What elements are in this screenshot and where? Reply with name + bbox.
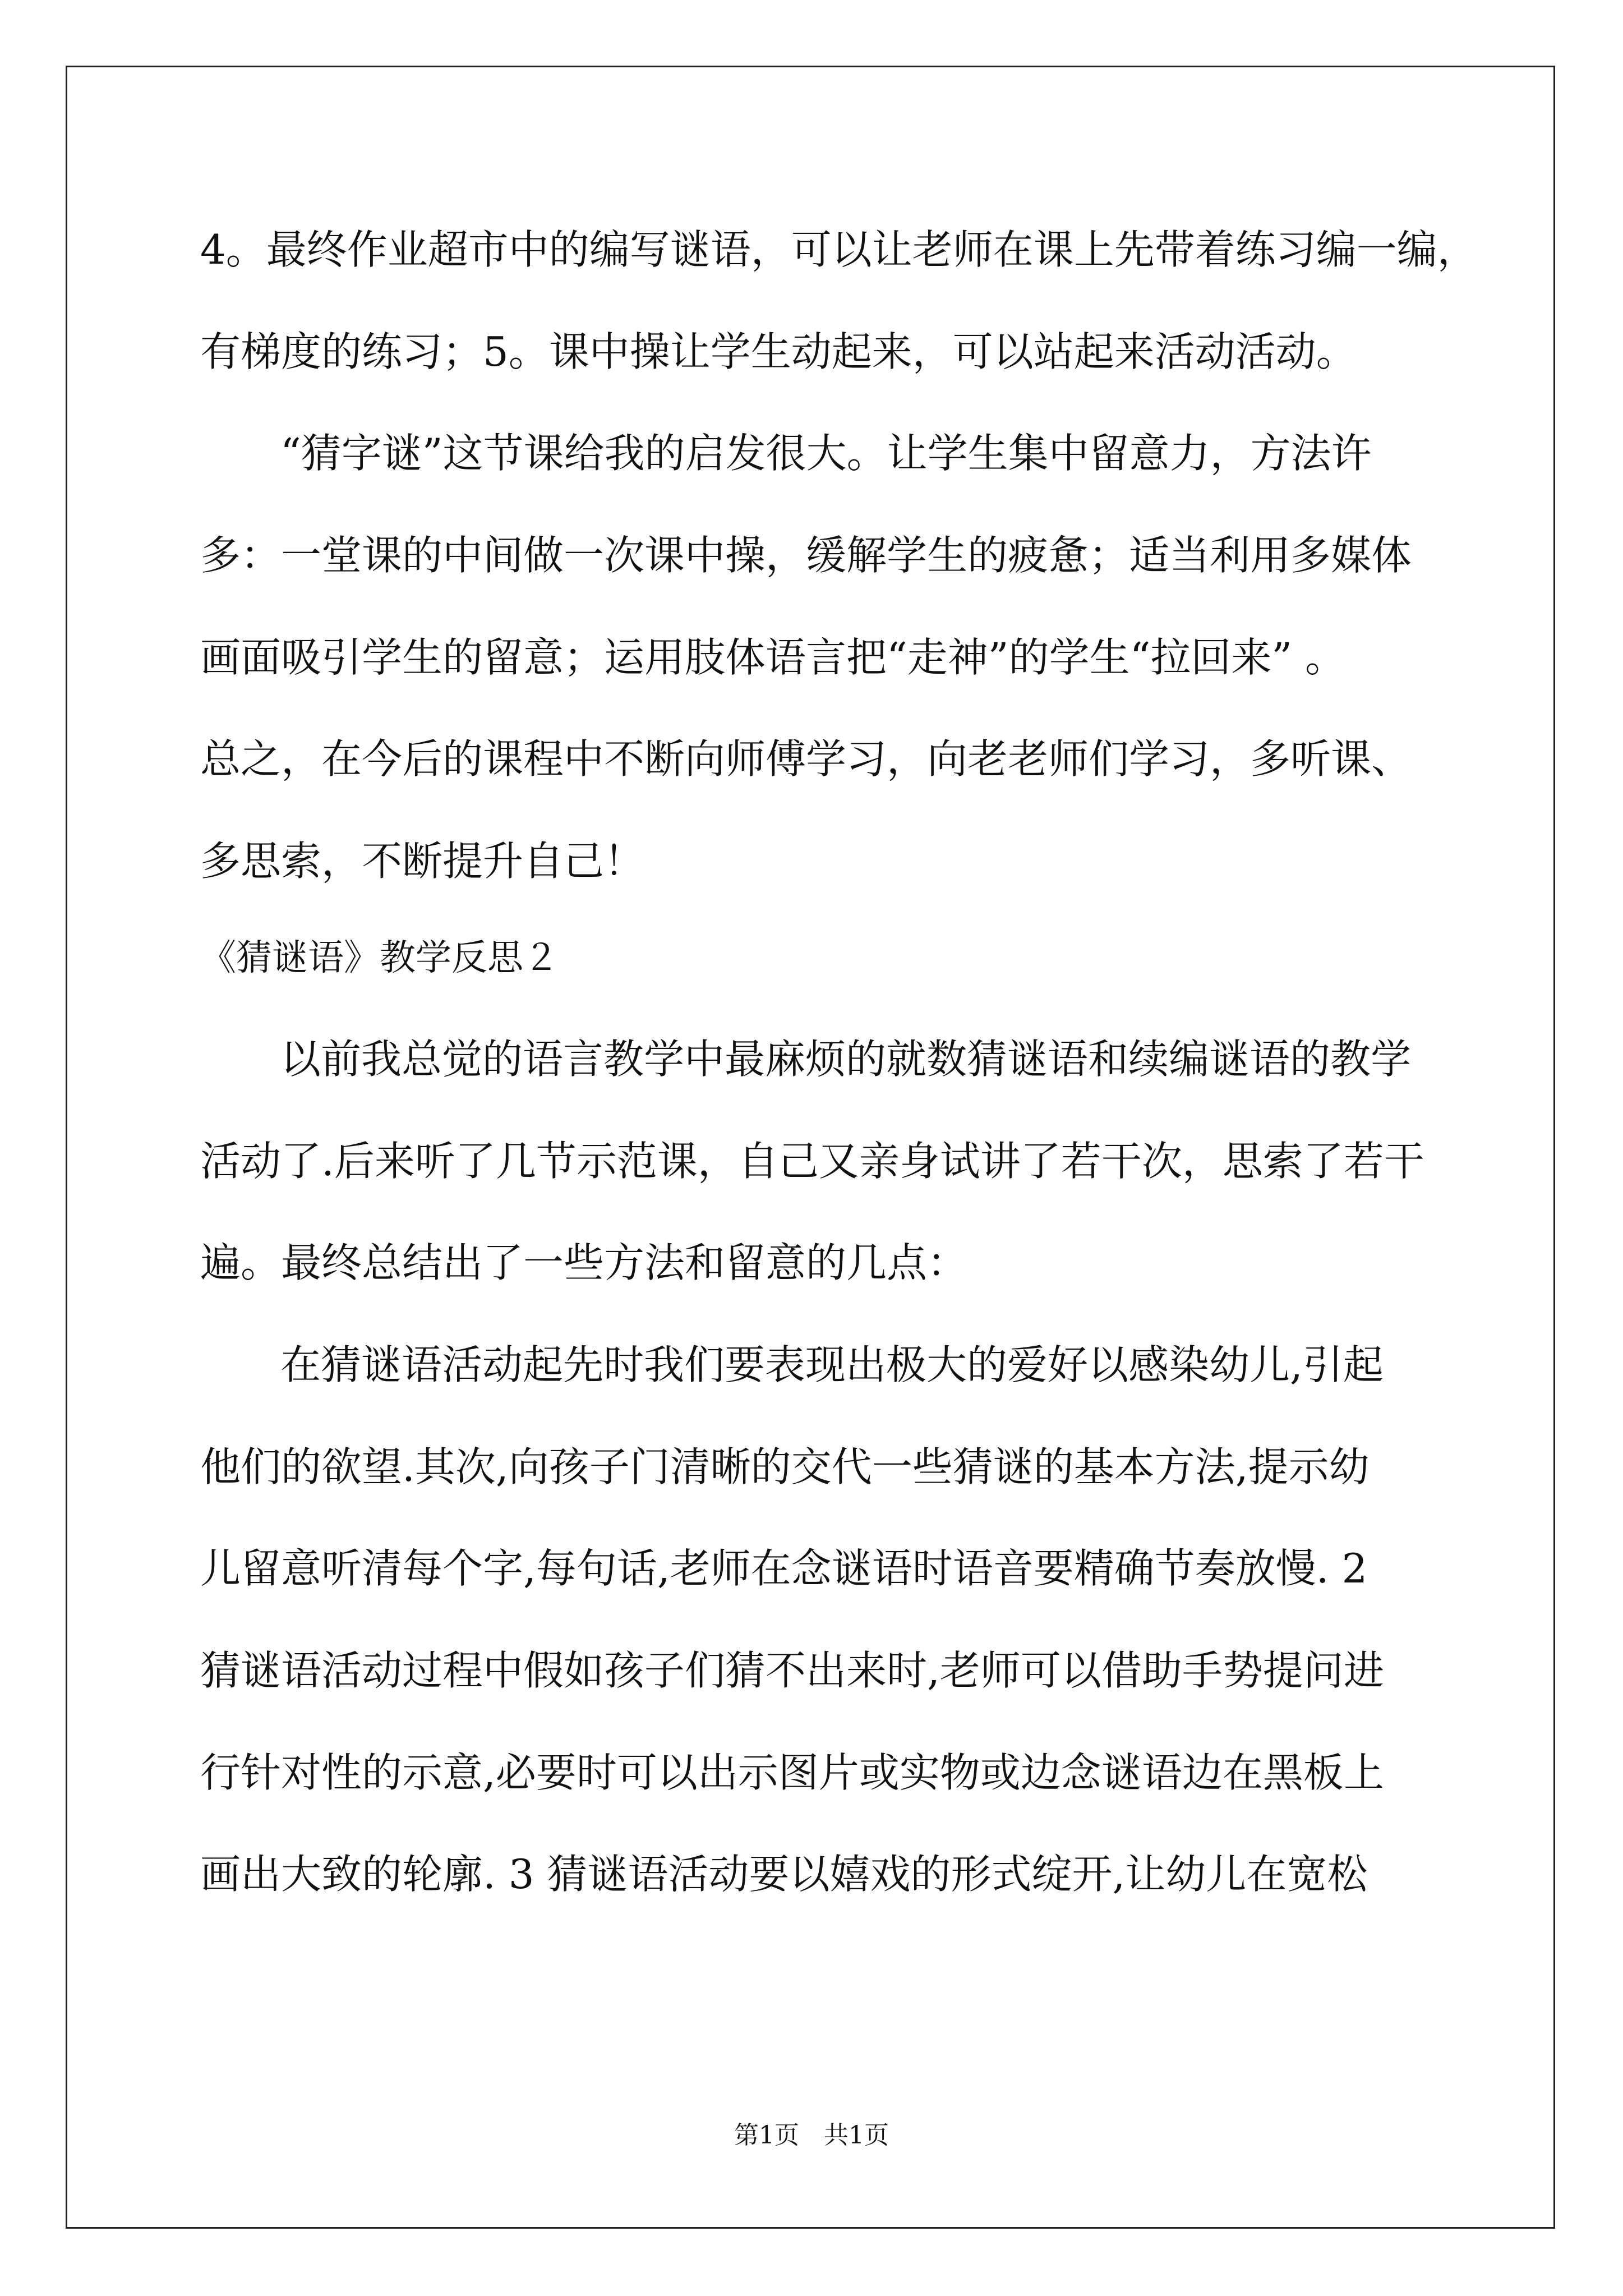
paragraph-2-line-3: 画面吸引学生的留意；运用肢体语言把“走神”的学生“拉回来” 。 bbox=[200, 634, 1346, 681]
paragraph-4-line-3: 儿留意听清每个字,每句话,老师在念谜语时语音要精确节奏放慢. 2 bbox=[200, 1545, 1368, 1592]
paragraph-2-line-5: 多思索，不断提升自己！ bbox=[200, 838, 645, 885]
paragraph-2-line-2: 多：一堂课的中间做一次课中操，缓解学生的疲惫；适当利用多媒体 bbox=[200, 532, 1412, 579]
paragraph-3-line-1: 以前我总觉的语言教学中最麻烦的就数猜谜语和续编谜语的教学 bbox=[280, 1036, 1412, 1083]
paragraph-4-line-1: 在猜谜语活动起先时我们要表现出极大的爱好以感染幼儿,引起 bbox=[280, 1341, 1384, 1388]
paragraph-2-line-1: “猜字谜”这节课给我的启发很大。让学生集中留意力，方法许 bbox=[280, 430, 1372, 477]
paragraph-1-line-2: 有梯度的练习；5。课中操让学生动起来，可以站起来活动活动。 bbox=[200, 328, 1357, 375]
paragraph-3-line-3: 遍。最终总结出了一些方法和留意的几点： bbox=[200, 1239, 968, 1286]
paragraph-2-line-4: 总之，在今后的课程中不断向师傅学习，向老老师们学习，多听课、 bbox=[200, 735, 1412, 783]
page-number-footer: 第1页 共1页 bbox=[734, 2121, 889, 2150]
paragraph-3-line-2: 活动了.后来听了几节示范课，自己又亲身试讲了若干次，思索了若干 bbox=[200, 1138, 1424, 1185]
paragraph-4-line-4: 猜谜语活动过程中假如孩子们猜不出来时,老师可以借助手势提问进 bbox=[200, 1647, 1384, 1694]
section-heading: 《猜谜语》教学反思２ bbox=[200, 937, 559, 979]
paragraph-4-line-6: 画出大致的轮廓. 3 猜谜语活动要以嬉戏的形式绽开,让幼儿在宽松 bbox=[200, 1851, 1368, 1898]
paragraph-4-line-5: 行针对性的示意,必要时可以出示图片或实物或边念谜语边在黑板上 bbox=[200, 1749, 1384, 1796]
paragraph-1-line-1: 4。最终作业超市中的编写谜语，可以让老师在课上先带着练习编一编， bbox=[200, 226, 1478, 273]
paragraph-4-line-2: 他们的欲望.其次,向孩子门清晰的交代一些猜谜的基本方法,提示幼 bbox=[200, 1443, 1370, 1490]
